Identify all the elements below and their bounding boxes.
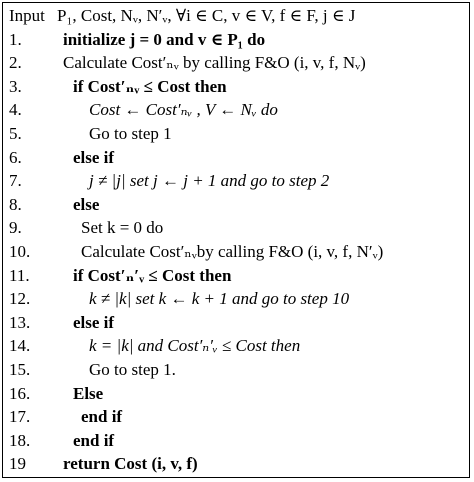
line-text: if Cost′ₙᵥ ≤ Cost then (73, 76, 227, 96)
algorithm-box (2, 2, 470, 478)
line-text: if Cost′ₙ′ᵥ ≤ Cost then (73, 265, 232, 285)
line-number: 2. (9, 53, 22, 73)
line-text: else (73, 194, 100, 214)
line-number: 11. (9, 265, 30, 285)
input-line (9, 4, 465, 28)
line-number: 7. (9, 171, 22, 191)
line-text: Calculate Cost′ₙᵥ by calling F&O (i, v, f, Nᵥ) (63, 53, 366, 73)
line-text: k = |k| and Cost′ₙ′ᵥ ≤ Cost then (89, 336, 301, 356)
algo-line (9, 405, 465, 429)
line-text: Set k = 0 do (81, 218, 164, 238)
line-number: 15. (9, 360, 31, 379)
line-text: Go to step 1. (89, 360, 176, 379)
algo-line (9, 28, 465, 52)
line-text: j ≠ |j| set j ← j + 1 and go to step 2 (89, 171, 330, 191)
line-number: 14. (9, 336, 31, 356)
line-number: 8. (9, 194, 22, 214)
algo-line (9, 169, 465, 193)
algo-line (9, 287, 465, 311)
line-text: Else (73, 383, 104, 403)
algo-line (9, 452, 465, 476)
algo-line (9, 382, 465, 406)
line-text: initialize j = 0 and v ∈ P₁ do (63, 29, 266, 49)
line-number: 17. (9, 407, 31, 427)
input-label: Input (9, 6, 45, 25)
line-text: Go to step 1 (89, 124, 172, 143)
line-text: return Cost (i, v, f) (63, 454, 198, 474)
line-text: Cost ← Cost′ₙᵥ , V ← Nᵥ do (89, 100, 278, 120)
line-text: k ≠ |k| set k ← k + 1 and go to step 10 (89, 289, 350, 309)
line-number: 16. (9, 383, 31, 403)
line-number: 3. (9, 76, 22, 96)
line-number: 18. (9, 430, 31, 450)
line-number: 12. (9, 289, 31, 309)
input-params: P₁, Cost, Nᵥ, N′ᵥ, ∀i ∈ C, v ∈ V, f ∈ F, j ∈ J (57, 6, 356, 25)
line-text: Calculate Cost′ₙᵥby calling F&O (i, v, f, N′ᵥ) (81, 242, 384, 261)
algo-line (9, 75, 465, 99)
line-number: 1. (9, 29, 22, 49)
line-text: end if (81, 407, 123, 427)
algo-line (9, 311, 465, 335)
line-number: 9. (9, 218, 22, 238)
algo-line (9, 240, 465, 264)
line-text: else if (73, 147, 115, 167)
line-text: else if (73, 312, 115, 332)
algo-line (9, 334, 465, 358)
algo-line (9, 429, 465, 453)
algo-line (9, 358, 465, 382)
line-number: 10. (9, 242, 31, 261)
line-number: 5. (9, 124, 22, 143)
algo-line (9, 216, 465, 240)
algo-line (9, 51, 465, 75)
algo-line (9, 264, 465, 288)
line-number: 4. (9, 100, 22, 120)
line-number: 19 (9, 454, 26, 474)
algo-line (9, 122, 465, 146)
line-number: 13. (9, 312, 31, 332)
algo-line (9, 146, 465, 170)
algo-line (9, 98, 465, 122)
line-number: 6. (9, 147, 22, 167)
line-text: end if (73, 430, 115, 450)
algo-line (9, 193, 465, 217)
